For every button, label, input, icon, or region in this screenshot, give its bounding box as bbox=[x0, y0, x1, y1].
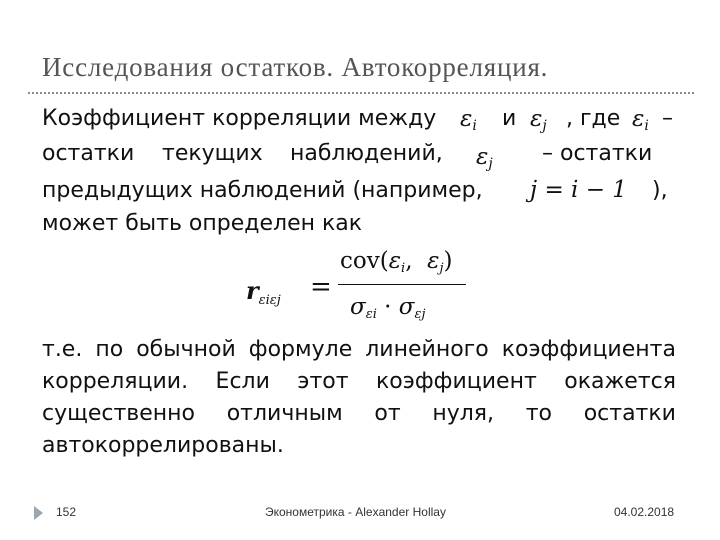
p2-l2-w4: коэффициент bbox=[376, 369, 537, 394]
footer-arrow-icon bbox=[34, 506, 43, 520]
p1-line1-text: Коэффициент корреляции между bbox=[42, 106, 437, 131]
formula-fraction-bar bbox=[338, 284, 466, 285]
p2-l2-w3: этот bbox=[297, 369, 349, 394]
epsilon-j-symbol: $\varepsilon_j$ bbox=[530, 106, 547, 134]
p1-line2-tail: – остатки bbox=[542, 141, 653, 166]
slide-title: Исследования остатков. Автокорреляция. bbox=[42, 52, 549, 82]
epsilon-j-symbol-2: $\varepsilon_j$ bbox=[476, 144, 493, 172]
p2-line-3 bbox=[42, 398, 676, 430]
footer-title: Эконометрика - Alexander Hollay bbox=[265, 505, 446, 519]
p2-l3-w1: существенно bbox=[42, 401, 196, 426]
where-word: , где bbox=[566, 106, 621, 131]
formula-denominator: $\sigma_{\varepsilon i} \cdot \sigma_{\varepsilon j}$ bbox=[350, 294, 426, 322]
epsilon-i-symbol: $\varepsilon_i$ bbox=[460, 106, 477, 134]
title-divider bbox=[28, 92, 694, 94]
p2-l1-w6: коэффициента bbox=[501, 337, 676, 362]
formula-numerator: $cov(\varepsilon_i$, $\varepsilon_j$) bbox=[340, 248, 453, 276]
p2-line-2 bbox=[42, 366, 676, 398]
formula-equals: = bbox=[310, 272, 332, 302]
p2-l1-w2: по bbox=[95, 337, 124, 362]
p2-l2-w5: окажется bbox=[564, 369, 676, 394]
and-word: и bbox=[502, 106, 517, 131]
p1-line2-word-3: наблюдений, bbox=[290, 141, 443, 166]
paragraph-2 bbox=[42, 334, 676, 462]
dash-1: – bbox=[662, 106, 673, 131]
p2-l3-w4: нуля, bbox=[432, 401, 495, 426]
p2-l3-w3: от bbox=[374, 401, 401, 426]
epsilon-i-symbol-2: $\varepsilon_i$ bbox=[632, 106, 649, 134]
p2-l1-w3: обычной bbox=[136, 337, 236, 362]
p2-l3-w6: остатки bbox=[583, 401, 676, 426]
p1-line3-text: предыдущих наблюдений (например, bbox=[42, 178, 483, 203]
p1-line2-word-1: остатки bbox=[42, 141, 135, 166]
p2-l2-w2: Если bbox=[215, 369, 270, 394]
p2-l2-w1: корреляции. bbox=[42, 369, 189, 394]
formula-lhs: $r_{\varepsilon i\varepsilon j}$ bbox=[246, 276, 281, 308]
p2-l4-w1: автокоррелированы. bbox=[42, 433, 284, 458]
p2-l1-w1: т.е. bbox=[42, 337, 83, 362]
footer-date: 04.02.2018 bbox=[614, 505, 675, 519]
p1-line4-text: может быть определен как bbox=[42, 211, 363, 236]
p1-line3-close: ), bbox=[652, 178, 668, 203]
p2-l3-w2: отличным bbox=[226, 401, 343, 426]
p2-l1-w4: формуле bbox=[248, 337, 353, 362]
p2-l3-w5: то bbox=[525, 401, 553, 426]
footer-page-number: 152 bbox=[56, 505, 77, 519]
p1-line2-word-2: текущих bbox=[162, 141, 263, 166]
index-formula: j = i − 1 bbox=[530, 177, 627, 203]
p2-line-1 bbox=[42, 334, 676, 366]
p2-l1-w5: линейного bbox=[365, 337, 489, 362]
p2-line-4 bbox=[42, 430, 676, 462]
